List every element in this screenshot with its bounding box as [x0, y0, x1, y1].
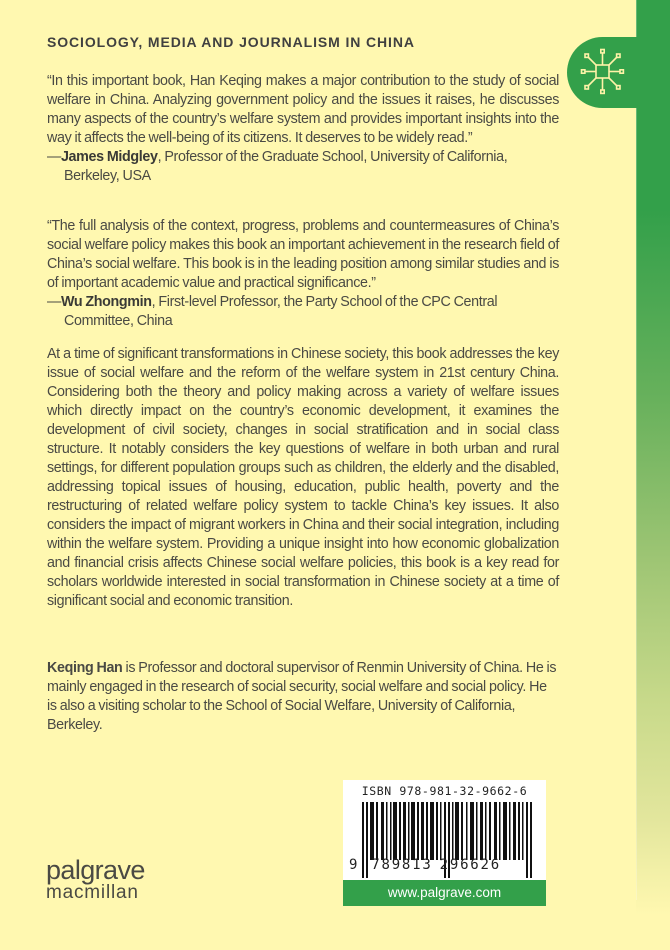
- book-description: [47, 345, 559, 611]
- description-text: At a time of significant transformations in Chinese society, this book addresses the key issue of social welfare and the reform of the welfare system in 21st century China. Considering both the theory and policy making across a variety of welfare issues which directly impact on the country’s economic development, it examines the development of civil society, changes in social stratification and in social class structure. It notably considers the key questions of welfare in both urban and rural settings, for different population groups such as children, the elderly and the disabled, addressing topical issues of housing, education, public health, poverty and the restructuring of related welfare policy system to tackle China’s key issues. It also considers the impact of migrant workers in China and their social integration, including within the welfare system. Providing a unique insight into how economic globalization and financial crisis affects Chinese social welfare policies, this book is a key read for scholars worldwide interested in social transformation in Chinese society at a time of significant social and economic transition.: [47, 346, 559, 609]
- strip-edge: [636, 0, 637, 900]
- barcode-digit-group2: 296626: [439, 857, 501, 873]
- endorsement-2: [47, 217, 559, 331]
- author-bio-body: is Professor and doctoral supervisor of Renmin University of China. He is mainly engaged in the research of social security, social welfare and social policy. He is also a visiting scholar to the School of Social Welfare, University of California, Berkeley.: [47, 660, 557, 733]
- endorsement-1: [47, 72, 559, 186]
- attribution-dash: —: [47, 149, 61, 165]
- endorsement-quote: “The full analysis of the context, progress, problems and countermeasures of China’s social welfare policy makes this book an important achievement in the research field of China’s social welfare. This book is in the leading position among similar studies and is of important academic value and practical significance.”: [47, 218, 559, 291]
- endorser-name: Wu Zhongmin: [60, 294, 152, 310]
- publisher-website[interactable]: www.palgrave.com: [343, 880, 546, 906]
- endorsement-attribution: [47, 293, 559, 331]
- isbn-label: ISBN 978-981-32-9662-6: [361, 784, 528, 798]
- series-title: SOCIOLOGY, MEDIA AND JOURNALISM IN CHINA: [47, 34, 415, 50]
- barcode-digits: [349, 857, 501, 873]
- endorser-name: James Midgley: [60, 149, 158, 165]
- circuit-network-icon: [578, 46, 628, 98]
- isbn-barcode: [343, 780, 546, 906]
- author-bio: [47, 659, 559, 735]
- barcode-digit-first: 9: [349, 857, 360, 873]
- publisher-logo: [46, 855, 145, 903]
- author-name: Keqing Han: [47, 660, 123, 676]
- endorser-affiliation: , First-level Professor, the Party School of the CPC Central Committee, China: [64, 294, 498, 329]
- endorser-affiliation: , Professor of the Graduate School, University of California, Berkeley, USA: [64, 149, 508, 184]
- endorsement-quote: “In this important book, Han Keqing makes a major contribution to the study of social welfare in China. Analyzing government policy and the issues it raises, he discusses many aspects of the country’s welfare system and provides important insights into the way it affects the well-being of its citizens. It deserves to be widely read.”: [47, 73, 559, 146]
- author-bio-text: [47, 659, 559, 735]
- endorsement-attribution: [47, 148, 559, 186]
- logo-macmillan: macmillan: [46, 882, 139, 903]
- barcode-digit-group1: 789813: [371, 857, 433, 873]
- logo-palgrave: palgrave: [46, 855, 145, 885]
- green-spine-strip: [636, 0, 670, 950]
- series-logo-tab: [567, 37, 639, 108]
- attribution-dash: —: [47, 294, 61, 310]
